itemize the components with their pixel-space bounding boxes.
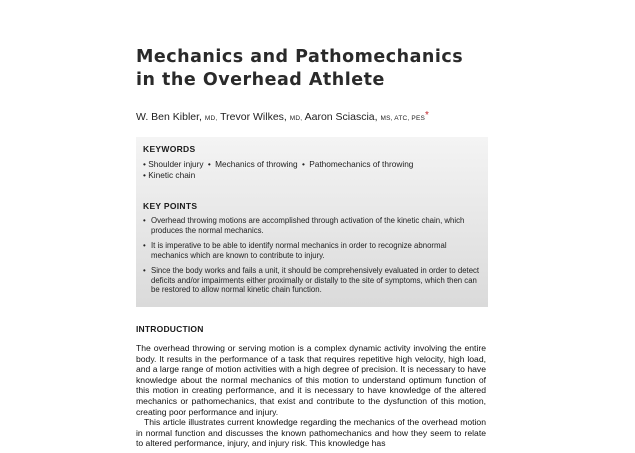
author-degrees: MS, ATC, PES — [380, 115, 426, 122]
key-point-text: Since the body works and fails a unit, it should be comprehensively evaluated in order to detect deficits and/or impairments either proximally or distally to the site of symptoms, which then can be restored to allow normal kinetic chain function. — [151, 266, 480, 294]
keyword-item: Pathomechanics of throwing — [309, 159, 414, 169]
keyword-item: Mechanics of throwing — [215, 159, 298, 169]
author-name: Aaron Sciascia, — [304, 111, 378, 123]
introduction-heading: INTRODUCTION — [136, 324, 204, 334]
key-point-item — [143, 266, 483, 295]
key-point-text: Overhead throwing motions are accomplished through activation of the kinetic chain, which produces the normal mechanics. — [151, 216, 465, 235]
title-line-1: Mechanics and Pathomechanics — [136, 47, 464, 67]
body-paragraph: The overhead throwing or serving motion is a complex dynamic activity involving the entire body. It results in the performance of a task that requires repetitive high velocity, high load, and a large range of motion activities with a high degree of precision. It is necessary to have knowledge about the normal mechanics of this motion to understand optimum function of this motion in creating performance, and it is necessary to have knowledge of the altered mechanics or pathomechanics, that exist and contribute to the dysfunction of this motion, creating poor performance and injury. — [136, 343, 486, 417]
article-title — [136, 46, 463, 92]
corresponding-author-mark[interactable]: * — [425, 110, 429, 121]
title-line-2: in the Overhead Athlete — [136, 70, 385, 90]
body-paragraph: This article illustrates current knowledge regarding the mechanics of the overhead motion in normal function and discusses the known pathomechanics and how they seem to relate to altered performance, injury, and injury risk. This knowledge has — [136, 417, 486, 449]
bullet-glyph: • — [143, 159, 146, 169]
bullet-glyph: • — [207, 159, 211, 169]
author-degrees: MD, — [204, 115, 218, 122]
author-name: Trevor Wilkes, — [220, 111, 287, 123]
key-points-heading: KEY POINTS — [143, 201, 198, 211]
bullet-glyph: • — [143, 266, 146, 275]
keywords-list — [143, 159, 478, 181]
key-points-list — [143, 216, 483, 301]
key-point-item — [143, 216, 483, 235]
bullet-glyph: • — [143, 170, 146, 180]
keywords-heading: KEYWORDS — [143, 144, 196, 154]
keyword-item: Kinetic chain — [148, 170, 196, 180]
bullet-glyph: • — [301, 159, 305, 169]
bullet-glyph: • — [143, 216, 146, 225]
author-name: W. Ben Kibler, — [136, 111, 202, 123]
author-list — [136, 110, 429, 123]
key-point-text: It is imperative to be able to identify normal mechanics in order to recognize abnormal mechanics which are known to contribute to injury. — [151, 241, 447, 260]
introduction-body — [136, 343, 486, 449]
author-degrees: MD, — [289, 115, 303, 122]
bullet-glyph: • — [143, 241, 146, 250]
key-point-item — [143, 241, 483, 260]
keywords-keypoints-box — [136, 137, 488, 307]
keyword-item: Shoulder injury — [148, 159, 204, 169]
